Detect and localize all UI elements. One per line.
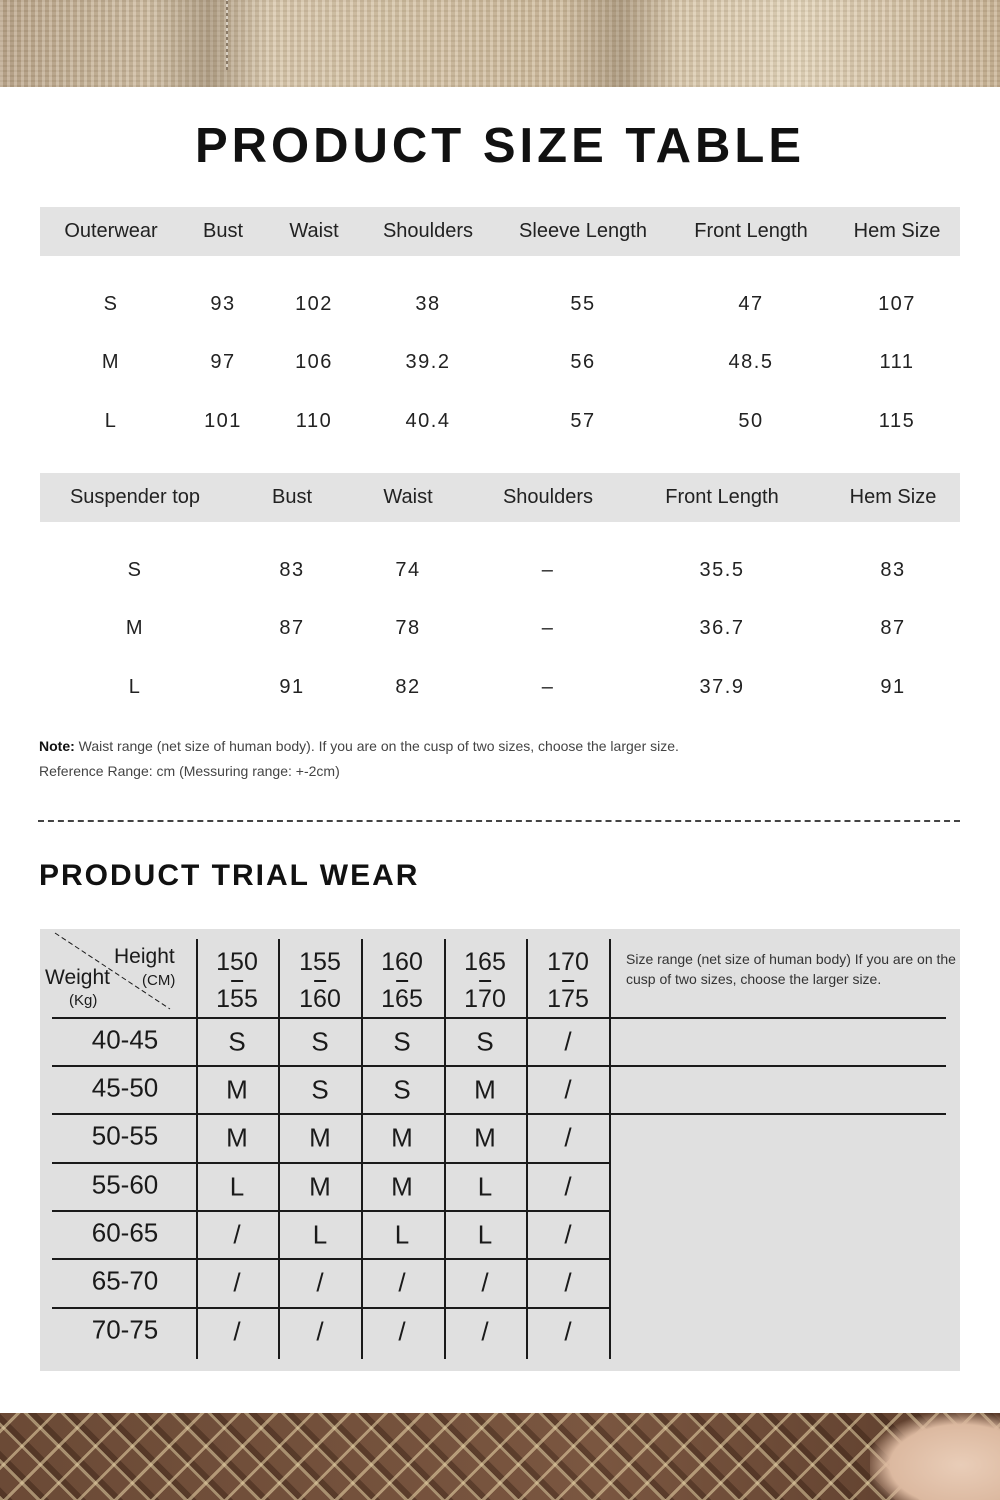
size-cell: S — [311, 1026, 329, 1057]
table-cell: 102 — [295, 293, 333, 315]
size-cell: M — [474, 1074, 496, 1105]
table-cell: 39.2 — [405, 351, 451, 373]
note-label: Note: — [39, 738, 75, 754]
table-cell: 97 — [210, 351, 236, 373]
size-cell: M — [226, 1122, 248, 1153]
table-cell: 83 — [880, 559, 906, 581]
size-label: M — [125, 617, 145, 639]
grid-line — [52, 1065, 946, 1067]
table-cell: – — [541, 676, 555, 698]
range-dash — [314, 980, 326, 982]
size-label: S — [127, 559, 143, 581]
weight-range-label: 55-60 — [91, 1169, 159, 1200]
weight-range-label: 50-55 — [91, 1120, 159, 1151]
height-to: 155 — [216, 985, 258, 1013]
size-label: S — [103, 293, 119, 315]
table-cell: 40.4 — [405, 410, 451, 432]
size-cell: / — [398, 1316, 406, 1347]
table-cell: 47 — [738, 293, 764, 315]
size-cell: / — [233, 1267, 241, 1298]
size-cell: / — [481, 1267, 489, 1298]
size-cell: S — [393, 1026, 411, 1057]
corner-cm-label: (CM) — [142, 972, 176, 989]
grid-line — [361, 939, 363, 1359]
trial-wear-table — [40, 929, 960, 1371]
corner-weight-label: Weight — [45, 966, 110, 989]
size-cell: / — [564, 1316, 572, 1347]
suspender-col-header: Front Length — [665, 486, 779, 508]
note-line — [39, 738, 679, 754]
height-from: 160 — [381, 948, 423, 976]
necklace-chain — [226, 0, 228, 70]
table-cell: 91 — [880, 676, 906, 698]
outerwear-col-header: Outerwear — [64, 220, 158, 242]
table-cell: 37.9 — [699, 676, 745, 698]
corner-kg-label: (Kg) — [69, 992, 98, 1009]
suspender-col-header: Suspender top — [69, 486, 201, 508]
table-cell: 74 — [395, 559, 421, 581]
size-cell: / — [316, 1316, 324, 1347]
table-cell: 91 — [279, 676, 305, 698]
range-dash — [396, 980, 408, 982]
height-to: 165 — [381, 985, 423, 1013]
bottom-photo-strip — [0, 1413, 1000, 1500]
height-range-header — [547, 944, 589, 1018]
table-cell: 55 — [570, 293, 596, 315]
grid-line — [52, 1210, 610, 1212]
table-cell: 106 — [295, 351, 333, 373]
size-cell: / — [564, 1219, 572, 1250]
size-cell: / — [564, 1026, 572, 1057]
table-cell: 110 — [295, 410, 333, 432]
fabric-fold — [150, 0, 270, 87]
size-cell: M — [474, 1122, 496, 1153]
table-cell: 101 — [204, 410, 242, 432]
table-cell: 50 — [738, 410, 764, 432]
table-cell: 115 — [878, 410, 916, 432]
page-title: PRODUCT SIZE TABLE — [194, 119, 806, 173]
size-cell: M — [391, 1122, 413, 1153]
outerwear-col-header: Waist — [289, 220, 339, 242]
grid-line — [196, 939, 198, 1359]
height-to: 160 — [299, 985, 341, 1013]
weight-range-label: 70-75 — [91, 1314, 159, 1345]
height-range-header — [381, 944, 423, 1018]
table-cell: 87 — [880, 617, 906, 639]
table-cell: 93 — [210, 293, 236, 315]
table-cell: 56 — [570, 351, 596, 373]
hand-detail — [870, 1413, 1000, 1500]
size-cell: L — [477, 1171, 493, 1202]
size-cell: L — [477, 1219, 493, 1250]
table-cell: 87 — [279, 617, 305, 639]
size-cell: M — [309, 1122, 331, 1153]
grid-line — [278, 939, 280, 1359]
size-cell: S — [393, 1074, 411, 1105]
grid-line — [52, 1258, 610, 1260]
size-cell: L — [229, 1171, 245, 1202]
table-cell: 82 — [395, 676, 421, 698]
size-cell: / — [398, 1267, 406, 1298]
range-dash — [231, 980, 243, 982]
height-from: 165 — [464, 948, 506, 976]
corner-height-label: Height — [114, 945, 175, 968]
size-cell: / — [316, 1267, 324, 1298]
table-cell: – — [541, 617, 555, 639]
height-range-header — [464, 944, 506, 1018]
height-to: 170 — [464, 985, 506, 1013]
height-from: 155 — [299, 948, 341, 976]
size-cell: M — [309, 1171, 331, 1202]
grid-line — [52, 1162, 610, 1164]
grid-line — [52, 1113, 946, 1115]
weight-range-label: 40-45 — [91, 1024, 159, 1055]
outerwear-col-header: Front Length — [694, 220, 808, 242]
size-cell: S — [476, 1026, 494, 1057]
size-cell: / — [564, 1267, 572, 1298]
range-dash — [562, 980, 574, 982]
outerwear-col-header: Hem Size — [853, 220, 941, 242]
size-cell: L — [312, 1219, 328, 1250]
suspender-col-header: Shoulders — [502, 486, 594, 508]
range-dash — [479, 980, 491, 982]
suspender-col-header: Hem Size — [849, 486, 937, 508]
weight-range-label: 45-50 — [91, 1072, 159, 1103]
fabric-fold — [560, 0, 680, 87]
weight-range-label: 60-65 — [91, 1217, 159, 1248]
table-cell: 83 — [279, 559, 305, 581]
table-cell: 38 — [415, 293, 441, 315]
grid-line — [526, 939, 528, 1359]
grid-line — [609, 939, 611, 1359]
size-cell: S — [228, 1026, 246, 1057]
suspender-col-header: Bust — [271, 486, 313, 508]
size-cell: S — [311, 1074, 329, 1105]
size-label: M — [101, 351, 121, 373]
grid-line — [52, 1307, 610, 1309]
reference-range: Reference Range: cm (Messuring range: +-2cm) — [39, 763, 340, 779]
height-from: 150 — [216, 948, 258, 976]
size-cell: M — [391, 1171, 413, 1202]
size-cell: M — [226, 1074, 248, 1105]
size-cell: L — [394, 1219, 410, 1250]
grid-line — [444, 939, 446, 1359]
size-label: L — [104, 410, 118, 432]
size-cell: / — [564, 1074, 572, 1105]
weight-range-label: 65-70 — [91, 1265, 159, 1296]
top-photo-strip — [0, 0, 1000, 87]
suspender-col-header: Waist — [383, 486, 433, 508]
height-to: 175 — [547, 985, 589, 1013]
height-range-header — [299, 944, 341, 1018]
table-cell: 78 — [395, 617, 421, 639]
height-from: 170 — [547, 948, 589, 976]
dashed-divider — [38, 820, 960, 822]
size-cell: / — [564, 1122, 572, 1153]
outerwear-col-header: Bust — [202, 220, 244, 242]
outerwear-col-header: Shoulders — [382, 220, 474, 242]
size-range-note: Size range (net size of human body) If you are on the cusp of two sizes, choose the larger size. — [626, 951, 956, 987]
size-cell: / — [233, 1219, 241, 1250]
table-cell: 107 — [878, 293, 916, 315]
size-cell: / — [481, 1316, 489, 1347]
trial-wear-title: PRODUCT TRIAL WEAR — [39, 859, 420, 892]
outerwear-header-bar — [40, 207, 960, 256]
table-cell: 111 — [879, 351, 915, 373]
note-text: Waist range (net size of human body). If you are on the cusp of two sizes, choose the larger size. — [74, 738, 679, 754]
size-cell: / — [233, 1316, 241, 1347]
size-cell: / — [564, 1171, 572, 1202]
table-cell: 36.7 — [699, 617, 745, 639]
table-cell: 57 — [570, 410, 596, 432]
height-range-header — [216, 944, 258, 1018]
table-cell: 35.5 — [699, 559, 745, 581]
outerwear-col-header: Sleeve Length — [519, 220, 647, 242]
table-cell: – — [541, 559, 555, 581]
size-label: L — [128, 676, 142, 698]
table-cell: 48.5 — [728, 351, 774, 373]
